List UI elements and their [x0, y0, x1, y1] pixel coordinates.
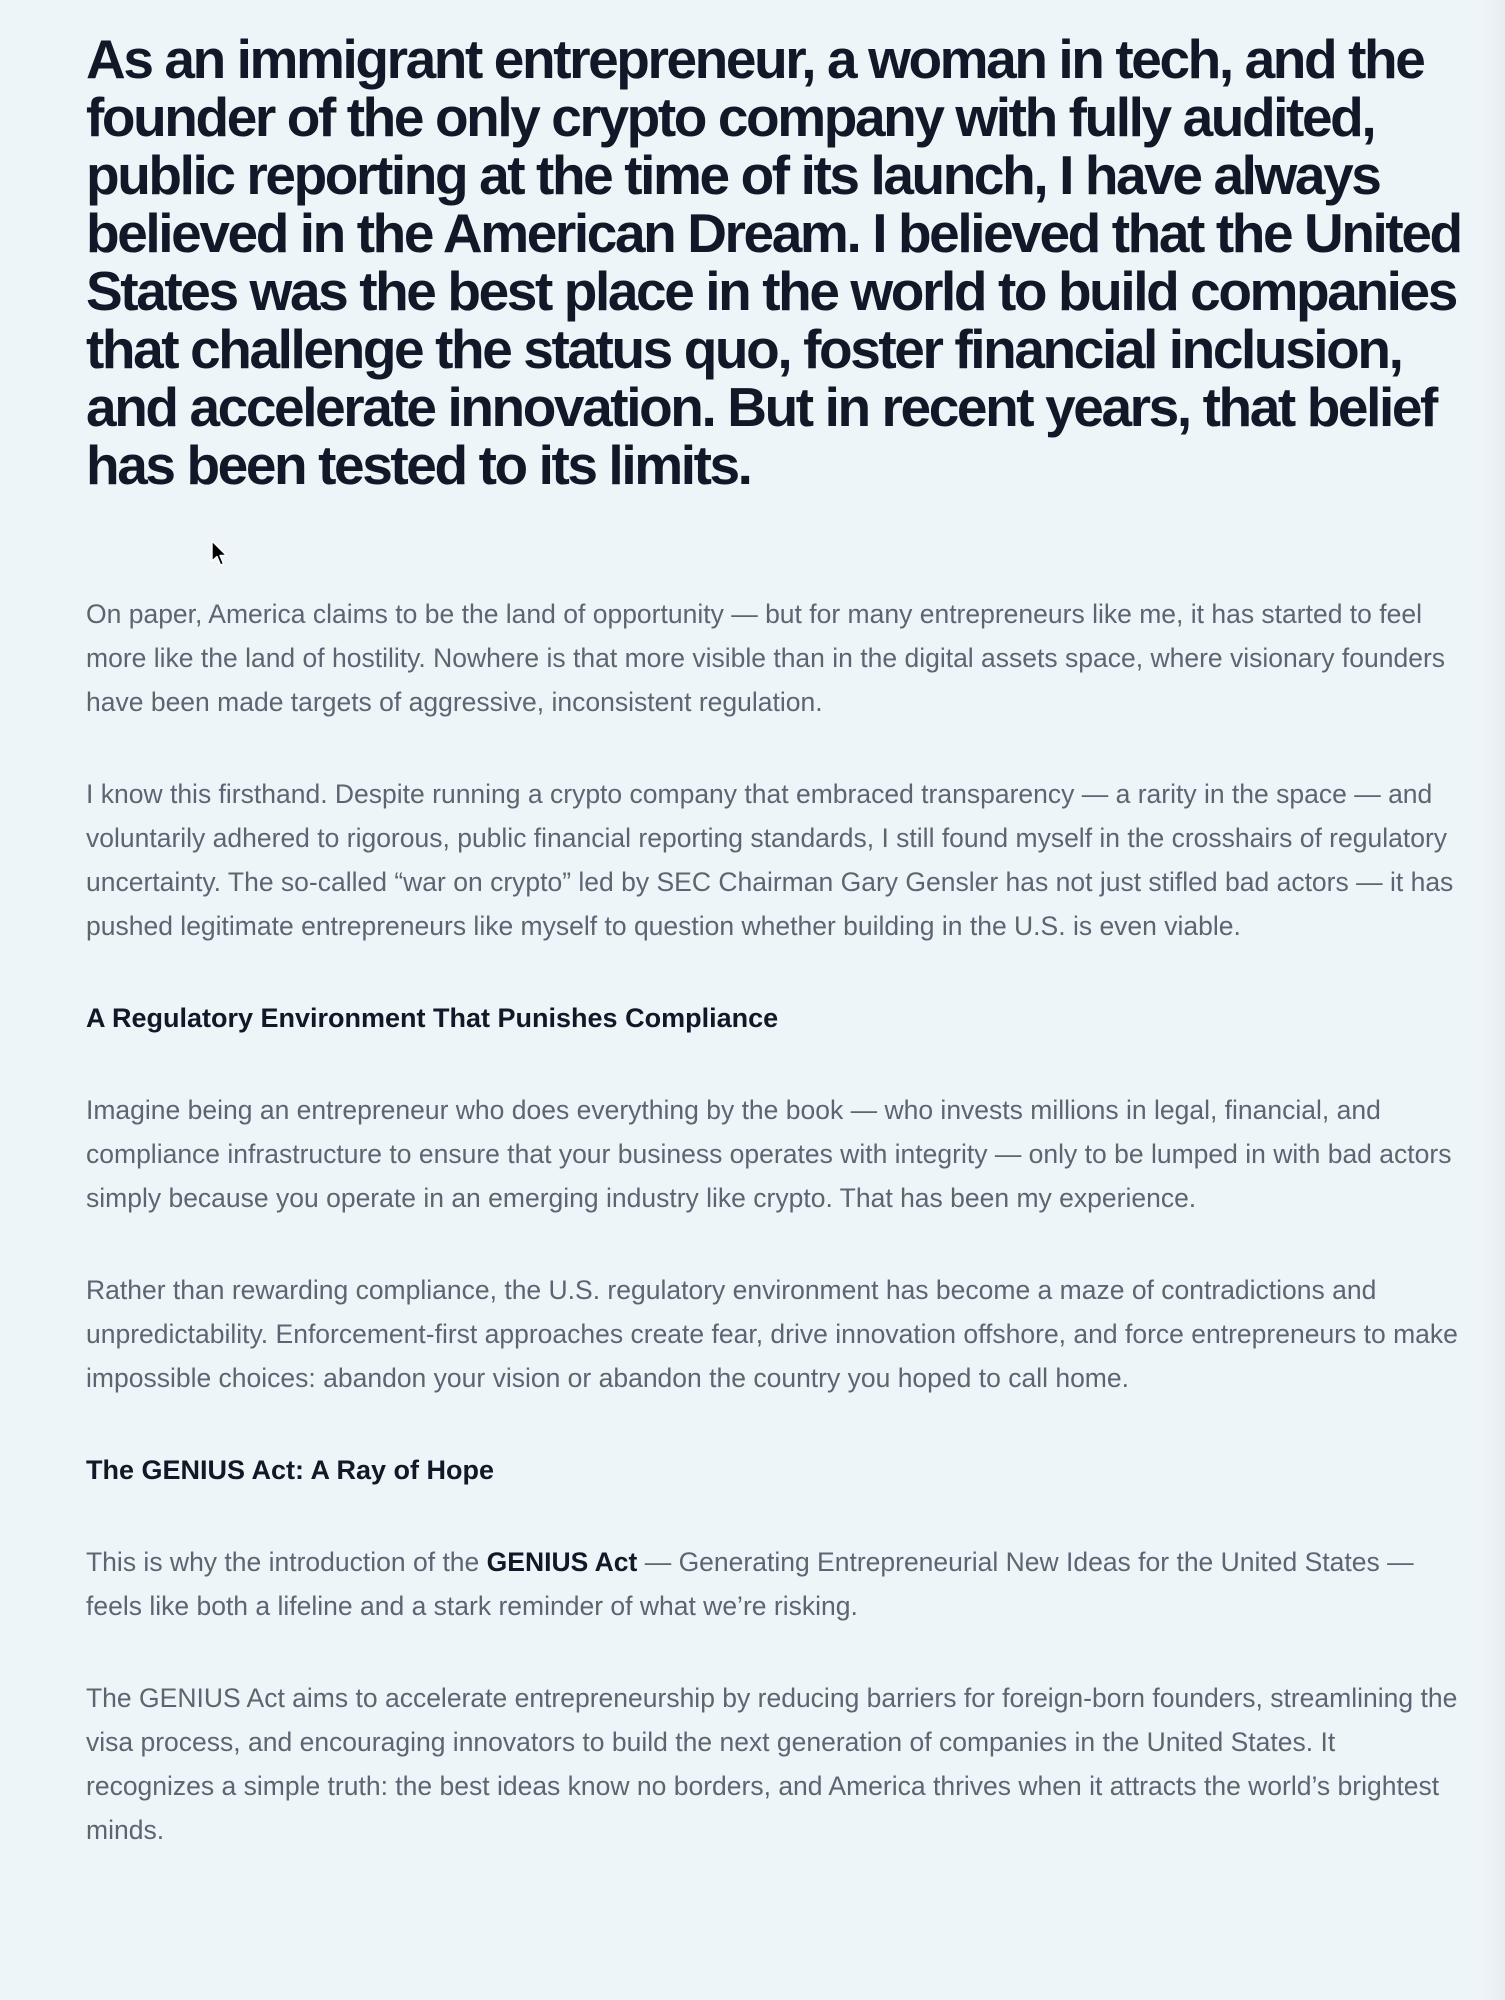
section-heading-genius-act: The GENIUS Act: A Ray of Hope: [86, 1455, 495, 1485]
mouse-pointer-icon: [211, 540, 229, 568]
article: [86, 30, 1466, 1852]
article-paragraph-4: Rather than rewarding compliance, the U.S. regulatory environment has become a maze of contradictions and unpredictability. Enforcement-first approaches create fear, drive innovation offshore, and force entrepreneurs to make impossible choices: abandon your vision or abandon the country you hoped to call home.: [86, 1275, 1458, 1393]
section-heading-regulatory: A Regulatory Environment That Punishes Compliance: [86, 1003, 779, 1033]
genius-act-emphasis: GENIUS Act: [486, 1547, 638, 1577]
scrollbar-shade: [1481, 0, 1505, 2000]
article-paragraph-6: The GENIUS Act aims to accelerate entrepreneurship by reducing barriers for foreign-born founders, streamlining the visa process, and encouraging innovators to build the next generation of companies in the United States. It recognizes a simple truth: the best ideas know no borders, and America thrives when it attracts the world’s brightest minds.: [86, 1683, 1458, 1845]
article-headline: As an immigrant entrepreneur, a woman in tech, and the founder of the only crypto company with fully audited, public reporting at the time of its launch, I have always believed in the American Dream. I believed that the United States was the best place in the world to build companies that challenge the status quo, foster financial inclusion, and accelerate innovation. But in recent years, that belief has been tested to its limits.: [86, 28, 1461, 496]
article-paragraph-3: Imagine being an entrepreneur who does everything by the book — who invests millions in legal, financial, and compliance infrastructure to ensure that your business operates with integrity — only to be lumped in with bad actors simply because you operate in an emerging industry like crypto. That has been my experience.: [86, 1095, 1452, 1213]
article-paragraph-1: On paper, America claims to be the land of opportunity — but for many entrepreneurs like me, it has started to feel more like the land of hostility. Nowhere is that more visible than in the digital assets space, where visionary founders have been made targets of aggressive, inconsistent regulation.: [86, 599, 1446, 717]
article-paragraph-5: [86, 1540, 1466, 1628]
article-paragraph-2: I know this firsthand. Despite running a crypto company that embraced transparency — a rarity in the space — and voluntarily adhered to rigorous, public financial reporting standards, I still found myself in the crosshairs of regulatory uncertainty. The so-called “war on crypto” led by SEC Chairman Gary Gensler has not just stifled bad actors — it has pushed legitimate entrepreneurs like myself to question whether building in the U.S. is even viable.: [86, 779, 1454, 941]
paragraph-5-rest: — Generating Entrepreneurial New Ideas for the United States — feels like both a lifeline and a stark reminder of what we’re risking.: [86, 1547, 1414, 1621]
paragraph-5-intro: This is why the introduction of the: [86, 1547, 487, 1577]
